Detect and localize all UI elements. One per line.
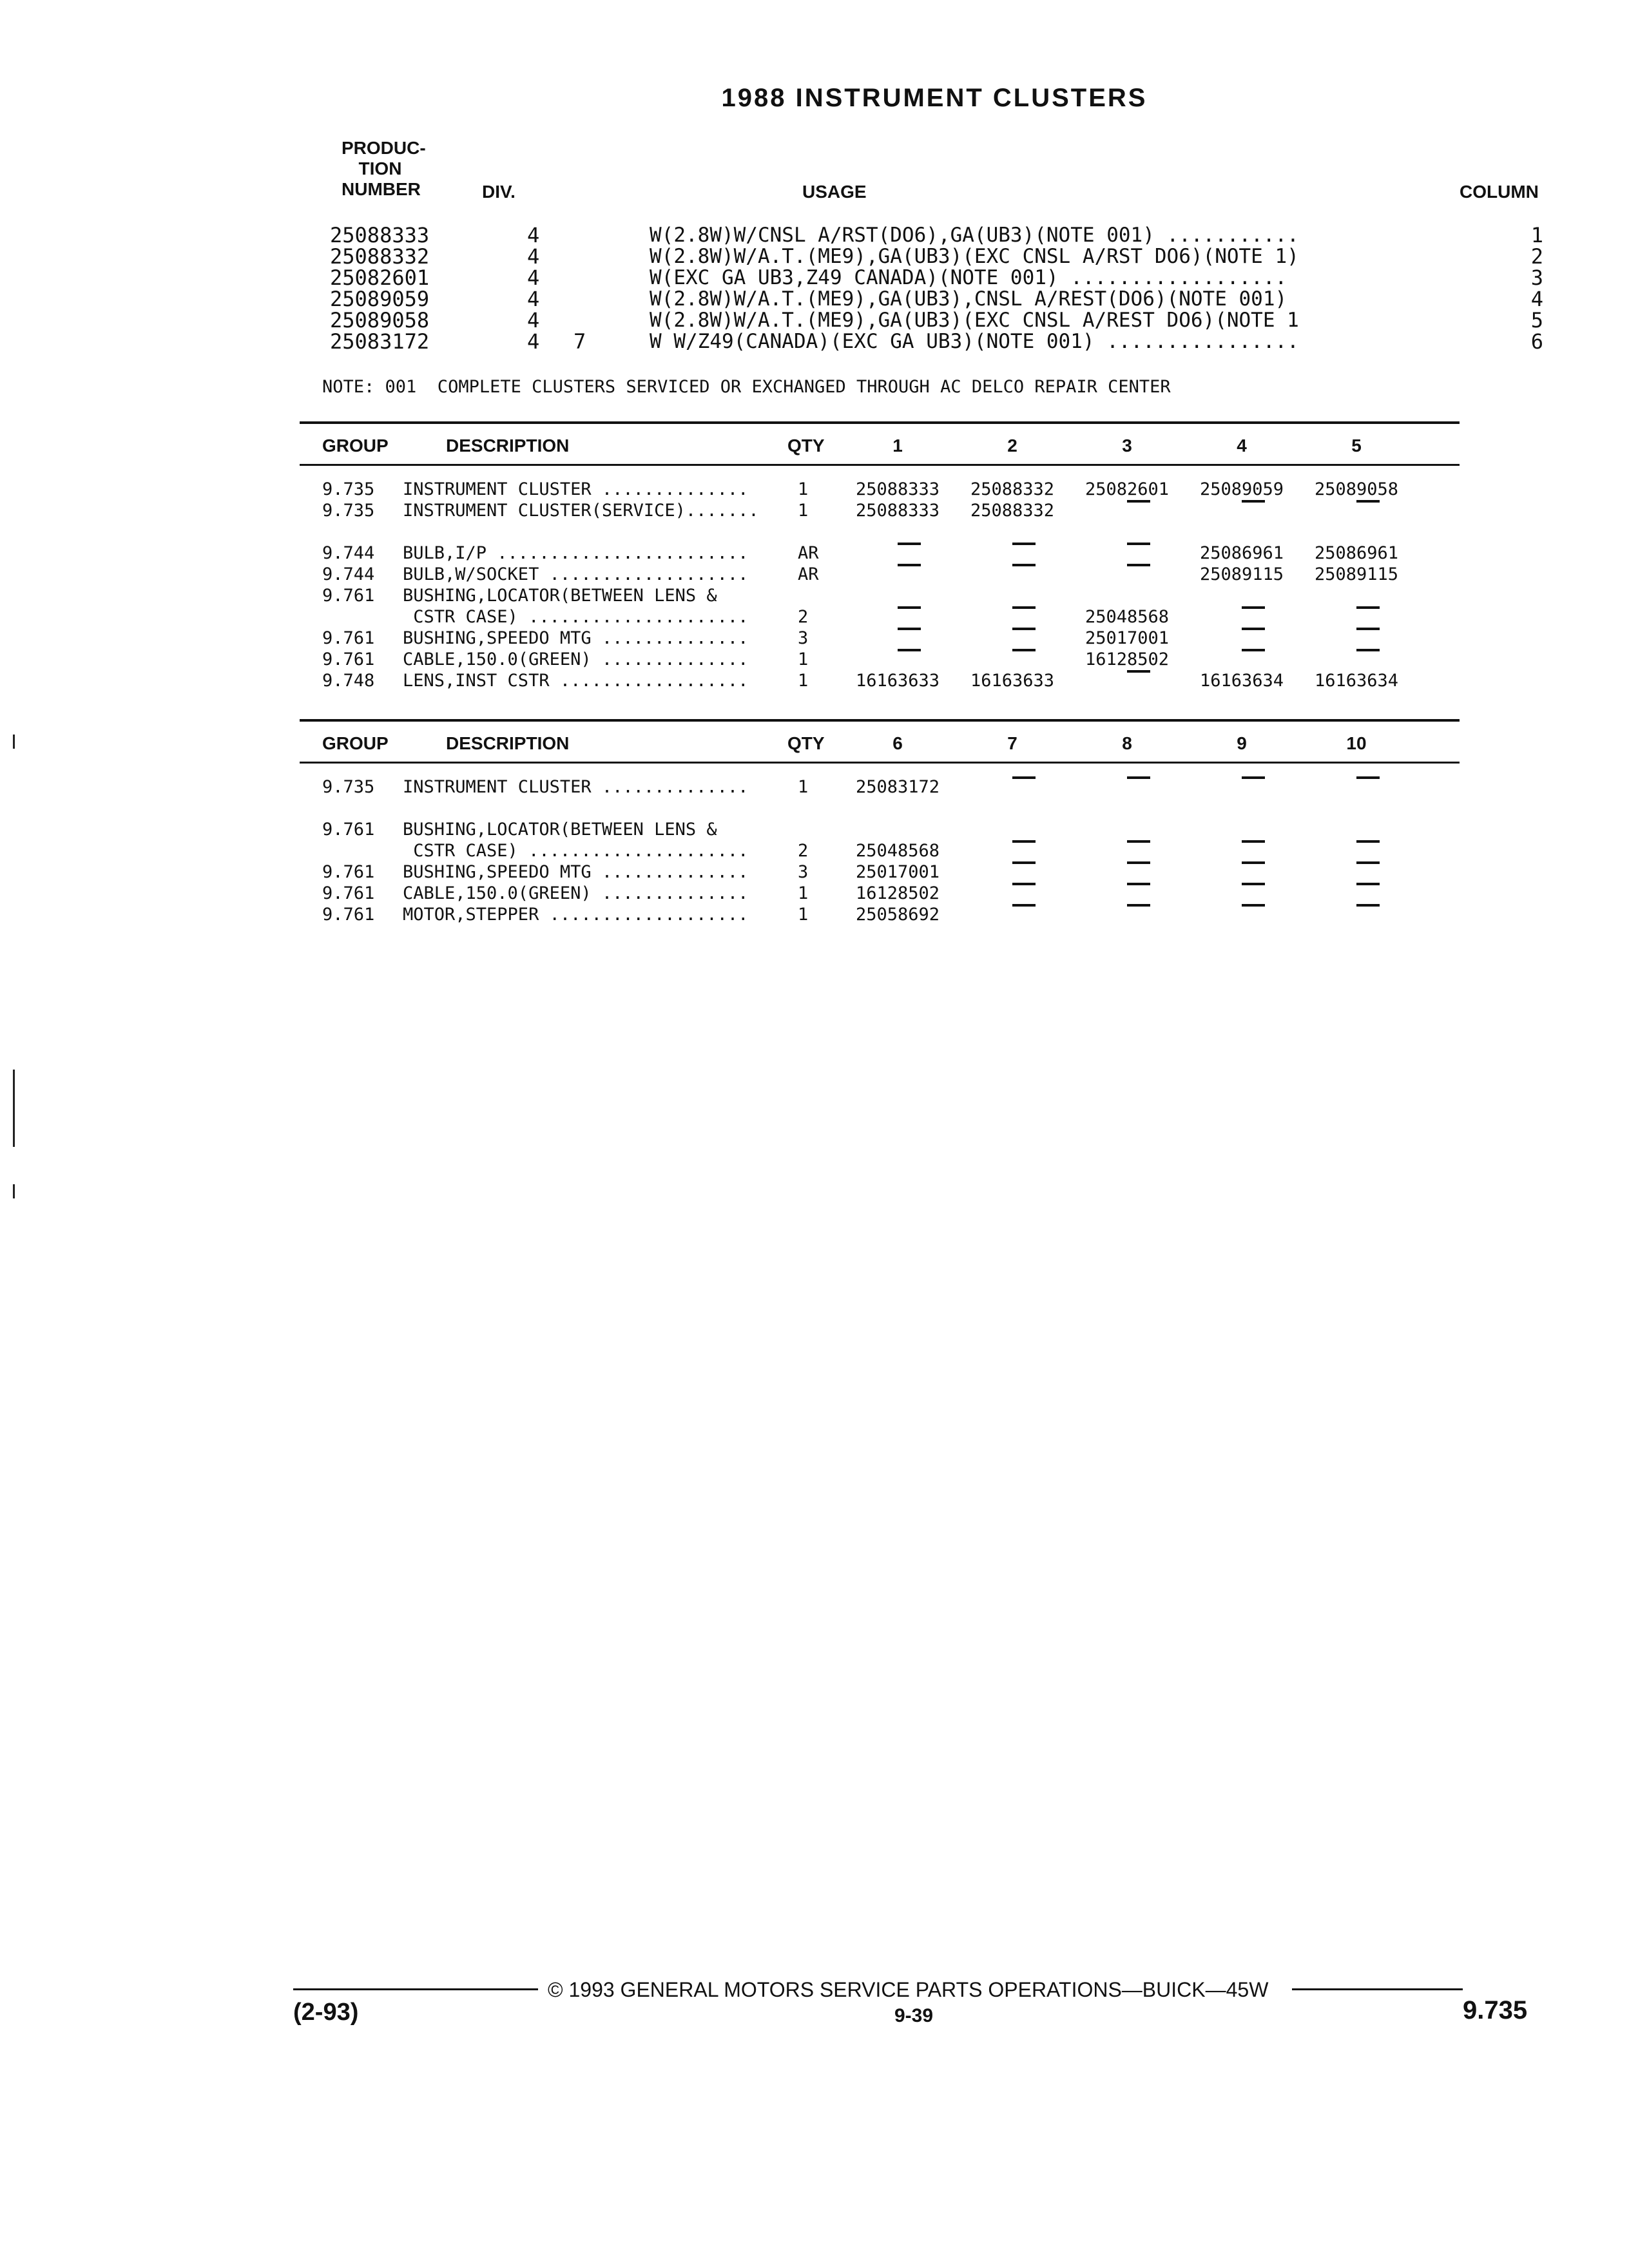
dash-mark — [1127, 776, 1150, 779]
dash-mark — [898, 649, 921, 651]
group-code: 9.735 — [322, 479, 375, 499]
part-description: MOTOR,STEPPER ................... — [403, 905, 749, 925]
dash-mark — [1012, 628, 1036, 630]
margin-mark — [13, 1070, 15, 1147]
part-number-cell: 25058692 — [855, 905, 940, 925]
header-usage: USAGE — [802, 182, 867, 202]
dash-mark — [1127, 500, 1150, 503]
header-group: GROUP — [322, 436, 389, 456]
header-col: 2 — [1007, 436, 1017, 456]
dash-mark — [1242, 776, 1265, 779]
header-column: COLUMN — [1460, 182, 1539, 202]
quantity: 3 — [798, 628, 809, 648]
part-number-cell: 25088332 — [970, 501, 1055, 521]
quantity: 1 — [798, 649, 809, 669]
dash-mark — [1356, 883, 1380, 885]
dash-mark — [1242, 883, 1265, 885]
header-qty: QTY — [787, 436, 825, 456]
usage-text: W(2.8W)W/A.T.(ME9),GA(UB3)(EXC CNSL A/RST DO6)(NOTE 1) — [650, 245, 1299, 267]
group-code: 9.744 — [322, 543, 375, 563]
dash-mark — [1127, 840, 1150, 843]
part-number-cell: 16163634 — [1199, 671, 1284, 691]
division: 4 — [527, 265, 540, 290]
division: 4 — [527, 244, 540, 269]
quantity: 1 — [798, 905, 809, 925]
part-description: INSTRUMENT CLUSTER .............. — [403, 777, 749, 797]
footnote: NOTE: 001 COMPLETE CLUSTERS SERVICED OR EXCHANGED THROUGH AC DELCO REPAIR CENTER — [322, 377, 1171, 397]
dash-mark — [1242, 628, 1265, 630]
part-number-cell: 25088333 — [855, 479, 940, 499]
part-description: INSTRUMENT CLUSTER .............. — [403, 479, 749, 499]
part-description: BUSHING,LOCATOR(BETWEEN LENS & — [403, 820, 717, 840]
division: 4 — [527, 329, 540, 354]
dash-mark — [1356, 840, 1380, 843]
part-number-cell: 25088333 — [855, 501, 940, 521]
usage-text: W W/Z49(CANADA)(EXC GA UB3)(NOTE 001) ................ — [650, 331, 1299, 352]
usage-text: W(2.8W)W/A.T.(ME9),GA(UB3),CNSL A/REST(DO6)(NOTE 001) — [650, 288, 1287, 310]
group-code: 9.761 — [322, 820, 375, 840]
group-code: 9.744 — [322, 564, 375, 584]
group-code: 9.761 — [322, 883, 375, 903]
footer-rule-right — [1292, 1988, 1463, 1990]
column-number: 5 — [1530, 308, 1543, 332]
header-description: DESCRIPTION — [446, 733, 570, 753]
part-number-cell: 25017001 — [1084, 628, 1170, 648]
dash-mark — [1012, 649, 1036, 651]
quantity: 1 — [798, 883, 809, 903]
dash-mark — [1012, 543, 1036, 545]
production-number: 25082601 — [330, 265, 430, 290]
part-description: BUSHING,SPEEDO MTG .............. — [403, 628, 749, 648]
part-description: INSTRUMENT CLUSTER(SERVICE)....... — [403, 501, 759, 521]
dash-mark — [1356, 500, 1380, 503]
production-number: 25083172 — [330, 329, 430, 354]
quantity: 2 — [798, 607, 809, 627]
usage-text: W(2.8W)W/A.T.(ME9),GA(UB3)(EXC CNSL A/REST DO6)(NOTE 1 — [650, 309, 1299, 331]
header-col: 1 — [892, 436, 903, 456]
division: 4 — [527, 308, 540, 332]
part-description: BULB,W/SOCKET ................... — [403, 564, 749, 584]
dash-mark — [1242, 840, 1265, 843]
quantity: AR — [798, 564, 819, 584]
dash-mark — [1356, 649, 1380, 651]
header-col: 8 — [1122, 733, 1132, 753]
part-number-cell: 25048568 — [1084, 607, 1170, 627]
table2-header-rule — [300, 762, 1460, 764]
header-col: 3 — [1122, 436, 1132, 456]
part-number-cell: 25048568 — [855, 841, 940, 861]
dash-mark — [1012, 840, 1036, 843]
header-production-number: PRODUC- TION NUMBER — [342, 138, 426, 199]
part-number-cell: 16163634 — [1314, 671, 1399, 691]
production-number: 25088332 — [330, 244, 430, 269]
part-description: CSTR CASE) ..................... — [403, 607, 749, 627]
part-number-cell: 25082601 — [1084, 479, 1170, 499]
header-qty: QTY — [787, 733, 825, 753]
quantity: AR — [798, 543, 819, 563]
dash-mark — [1242, 861, 1265, 864]
part-number-cell: 25086961 — [1199, 543, 1284, 563]
dash-mark — [1127, 564, 1150, 566]
header-col: 6 — [892, 733, 903, 753]
column-number: 2 — [1530, 244, 1543, 269]
header-col: 5 — [1351, 436, 1362, 456]
part-number-cell: 25089058 — [1314, 479, 1399, 499]
division: 4 — [527, 223, 540, 247]
table1-top-rule — [300, 421, 1460, 424]
production-number: 25089059 — [330, 287, 430, 311]
dash-mark — [898, 606, 921, 609]
group-code: 9.735 — [322, 501, 375, 521]
header-col: 7 — [1007, 733, 1017, 753]
dash-mark — [1127, 861, 1150, 864]
dash-mark — [898, 628, 921, 630]
part-description: LENS,INST CSTR .................. — [403, 671, 749, 691]
dash-mark — [1127, 670, 1150, 673]
quantity: 1 — [798, 671, 809, 691]
group-code: 9.735 — [322, 777, 375, 797]
part-description: CABLE,150.0(GREEN) .............. — [403, 883, 749, 903]
dash-mark — [898, 543, 921, 545]
quantity: 1 — [798, 501, 809, 521]
part-number-cell: 25086961 — [1314, 543, 1399, 563]
header-col: 4 — [1237, 436, 1247, 456]
dash-mark — [1127, 904, 1150, 907]
quantity: 3 — [798, 862, 809, 882]
dash-mark — [1242, 606, 1265, 609]
dash-mark — [1242, 904, 1265, 907]
margin-mark — [13, 735, 15, 749]
division: 4 — [527, 287, 540, 311]
part-description: CABLE,150.0(GREEN) .............. — [403, 649, 749, 669]
dash-mark — [1012, 861, 1036, 864]
page-title: 1988 INSTRUMENT CLUSTERS — [721, 84, 1148, 112]
group-code: 9.761 — [322, 905, 375, 925]
quantity: 1 — [798, 777, 809, 797]
dash-mark — [1012, 564, 1036, 566]
dash-mark — [1356, 861, 1380, 864]
quantity: 1 — [798, 479, 809, 499]
dash-mark — [1356, 776, 1380, 779]
group-code: 9.761 — [322, 586, 375, 606]
dash-mark — [1012, 904, 1036, 907]
dash-mark — [1356, 606, 1380, 609]
part-number-cell: 25089059 — [1199, 479, 1284, 499]
footer-section-number: 9.735 — [1463, 1996, 1528, 2024]
dash-mark — [1356, 628, 1380, 630]
dash-mark — [1242, 649, 1265, 651]
quantity: 2 — [798, 841, 809, 861]
division-secondary: 7 — [574, 329, 586, 354]
header-group: GROUP — [322, 733, 389, 753]
part-number-cell: 25089115 — [1199, 564, 1284, 584]
usage-text: W(2.8W)W/CNSL A/RST(DO6),GA(UB3)(NOTE 001) ........... — [650, 224, 1299, 246]
part-number-cell: 25088332 — [970, 479, 1055, 499]
dash-mark — [1242, 500, 1265, 503]
table2-top-rule — [300, 719, 1460, 722]
dash-mark — [1012, 883, 1036, 885]
header-col: 10 — [1346, 733, 1367, 753]
part-number-cell: 16163633 — [855, 671, 940, 691]
column-number: 4 — [1530, 287, 1543, 311]
margin-mark — [13, 1184, 15, 1198]
dash-mark — [898, 564, 921, 566]
dash-mark — [1127, 543, 1150, 545]
dash-mark — [1356, 904, 1380, 907]
header-col: 9 — [1237, 733, 1247, 753]
table1-header-rule — [300, 464, 1460, 466]
column-number: 3 — [1530, 265, 1543, 290]
header-description: DESCRIPTION — [446, 436, 570, 456]
group-code: 9.761 — [322, 649, 375, 669]
header-div: DIV. — [482, 182, 516, 202]
group-code: 9.748 — [322, 671, 375, 691]
part-number-cell: 16128502 — [855, 883, 940, 903]
footer-copyright: © 1993 GENERAL MOTORS SERVICE PARTS OPERATIONS—BUICK—45W — [548, 1978, 1269, 2001]
dash-mark — [1012, 776, 1036, 779]
part-number-cell: 25017001 — [855, 862, 940, 882]
footer-page-number: 9-39 — [894, 2005, 934, 2026]
dash-mark — [1012, 606, 1036, 609]
part-number-cell: 25089115 — [1314, 564, 1399, 584]
column-number: 1 — [1530, 223, 1543, 247]
footer-rule-left — [293, 1988, 538, 1990]
usage-text: W(EXC GA UB3,Z49 CANADA)(NOTE 001) .................. — [650, 267, 1287, 289]
part-description: CSTR CASE) ..................... — [403, 841, 749, 861]
part-number-cell: 25083172 — [855, 777, 940, 797]
group-code: 9.761 — [322, 628, 375, 648]
part-number-cell: 16128502 — [1084, 649, 1170, 669]
part-description: BULB,I/P ........................ — [403, 543, 749, 563]
part-description: BUSHING,LOCATOR(BETWEEN LENS & — [403, 586, 717, 606]
column-number: 6 — [1530, 329, 1543, 354]
production-number: 25089058 — [330, 308, 430, 332]
part-number-cell: 16163633 — [970, 671, 1055, 691]
dash-mark — [1127, 883, 1150, 885]
production-number: 25088333 — [330, 223, 430, 247]
group-code: 9.761 — [322, 862, 375, 882]
part-description: BUSHING,SPEEDO MTG .............. — [403, 862, 749, 882]
footer-date: (2-93) — [293, 1999, 359, 2026]
